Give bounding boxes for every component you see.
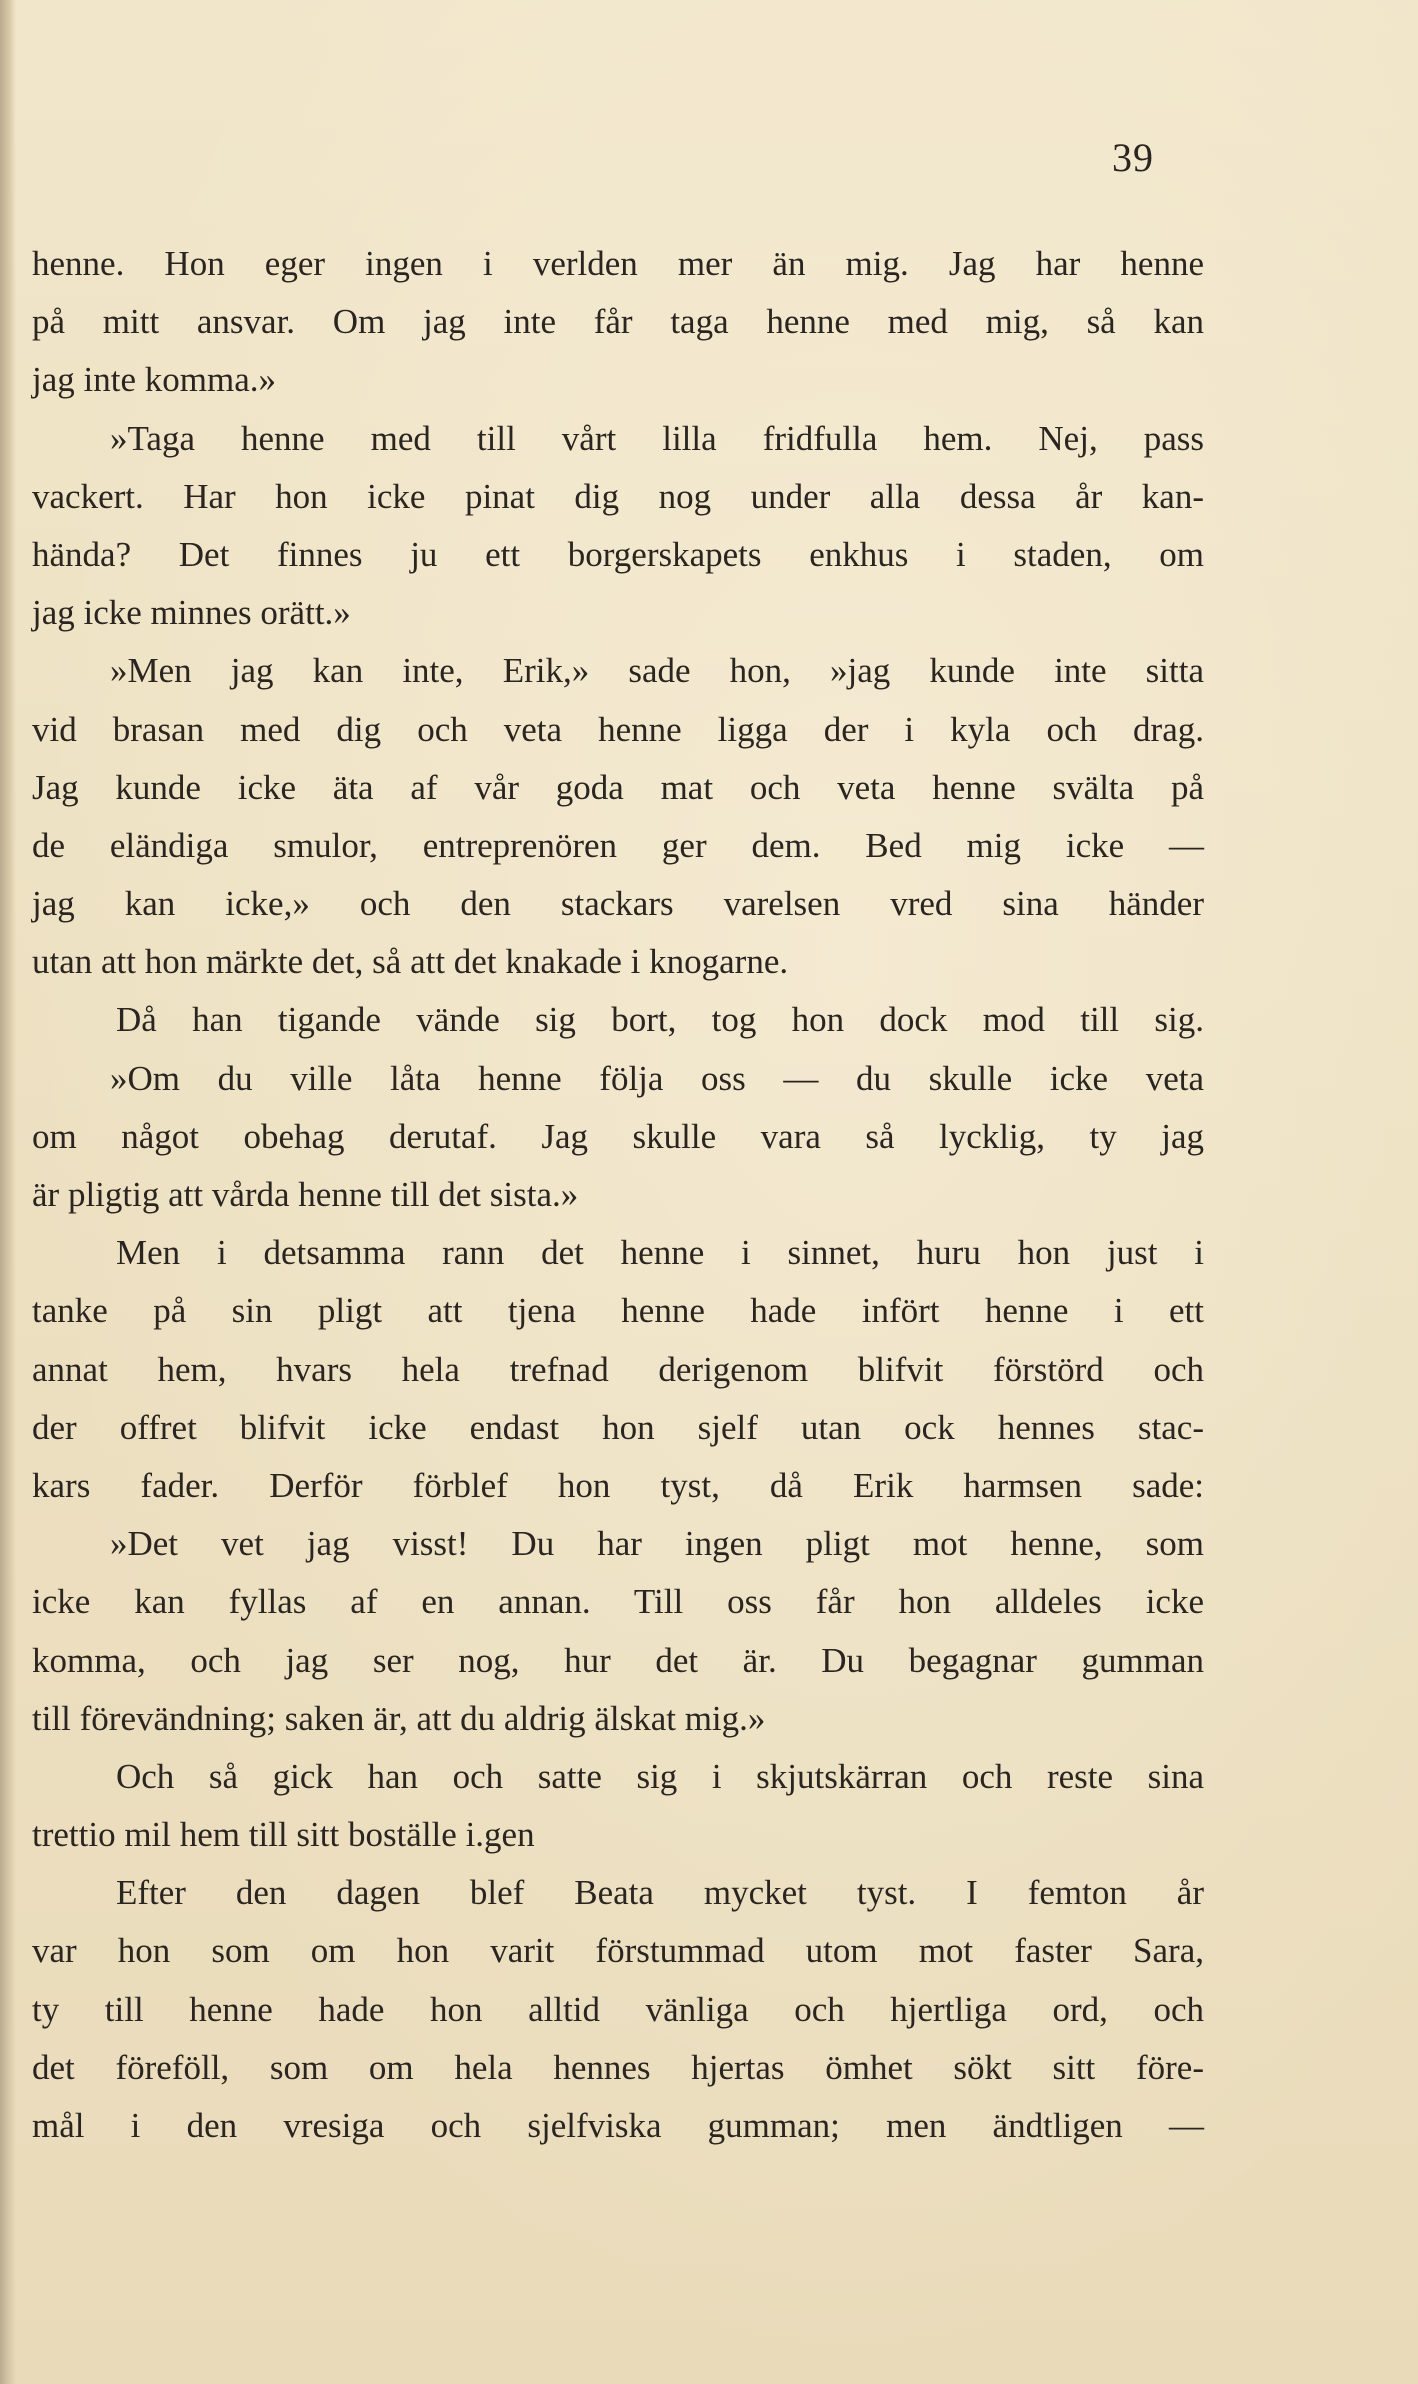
text-line: henne. Hon eger ingen i verlden mer än mig. Jag har henne: [32, 244, 1204, 283]
text-line: Jag kunde icke äta af vår goda mat och veta henne svälta på: [32, 767, 1204, 807]
text-line: jag icke minnes orätt.»: [32, 593, 351, 633]
text-line: Och så gick han och satte sig i skjutskärran och reste sina: [116, 1756, 1204, 1796]
text-line: komma, och jag ser nog, hur det är. Du begagnar gumman: [32, 1640, 1204, 1680]
text-line: annat hem, hvars hela trefnad derigenom blifvit förstörd och: [32, 1349, 1204, 1389]
text-line: det föreföll, som om hela hennes hjertas ömhet sökt sitt före-: [32, 2047, 1204, 2087]
text-line: utan att hon märkte det, så att det knakade i knogarne.: [32, 942, 789, 982]
text-line: kars fader. Derför förblef hon tyst, då Erik harmsen sade:: [32, 1465, 1204, 1505]
text-line: »Men jag kan inte, Erik,» sade hon, »jag kunde inte sitta: [110, 651, 1204, 691]
page-number: 39: [1112, 135, 1154, 180]
text-line: hända? Det finnes ju ett borgerskapets enkhus i staden, om: [32, 534, 1204, 574]
text-line: »Taga henne med till vårt lilla fridfulla hem. Nej, pass: [110, 418, 1204, 458]
binding-edge: [0, 0, 16, 2384]
text-line: tanke på sin pligt att tjena henne hade infört henne i ett: [32, 1291, 1204, 1331]
body-text: [32, 235, 1204, 2155]
text-line: jag inte komma.»: [32, 360, 276, 400]
text-line: trettio mil hem till sitt boställe i.gen: [32, 1815, 535, 1855]
text-line: »Om du ville låta henne följa oss — du skulle icke veta: [110, 1058, 1204, 1098]
text-line: Då han tigande vände sig bort, tog hon dock mod till sig.: [116, 1000, 1204, 1040]
text-line: Efter den dagen blef Beata mycket tyst. I femton år: [116, 1873, 1204, 1913]
text-line: »Det vet jag visst! Du har ingen pligt mot henne, som: [110, 1524, 1204, 1564]
text-line: om något obehag derutaf. Jag skulle vara så lycklig, ty jag: [32, 1116, 1204, 1156]
text-line: är pligtig att vårda henne till det sista.»: [32, 1175, 579, 1214]
text-line: icke kan fyllas af en annan. Till oss får hon alldeles icke: [32, 1582, 1204, 1622]
text-line: der offret blifvit icke endast hon sjelf utan ock hennes stac-: [32, 1407, 1204, 1447]
text-line: mål i den vresiga och sjelfviska gumman; men ändtligen —: [32, 2106, 1204, 2145]
text-line: ty till henne hade hon alltid vänliga och hjertliga ord, och: [32, 1989, 1204, 2029]
text-line: Men i detsamma rann det henne i sinnet, huru hon just i: [116, 1233, 1204, 1273]
text-line: vid brasan med dig och veta henne ligga der i kyla och drag.: [32, 709, 1204, 749]
text-line: de eländiga smulor, entreprenören ger dem. Bed mig icke —: [32, 825, 1204, 865]
text-line: på mitt ansvar. Om jag inte får taga henne med mig, så kan: [32, 302, 1204, 342]
text-line: till förevändning; saken är, att du aldrig älskat mig.»: [32, 1698, 766, 1738]
text-line: jag kan icke,» och den stackars varelsen vred sina händer: [32, 884, 1204, 924]
text-line: vackert. Har hon icke pinat dig nog under alla dessa år kan-: [32, 476, 1204, 516]
text-line: var hon som om hon varit förstummad utom mot faster Sara,: [32, 1931, 1204, 1971]
